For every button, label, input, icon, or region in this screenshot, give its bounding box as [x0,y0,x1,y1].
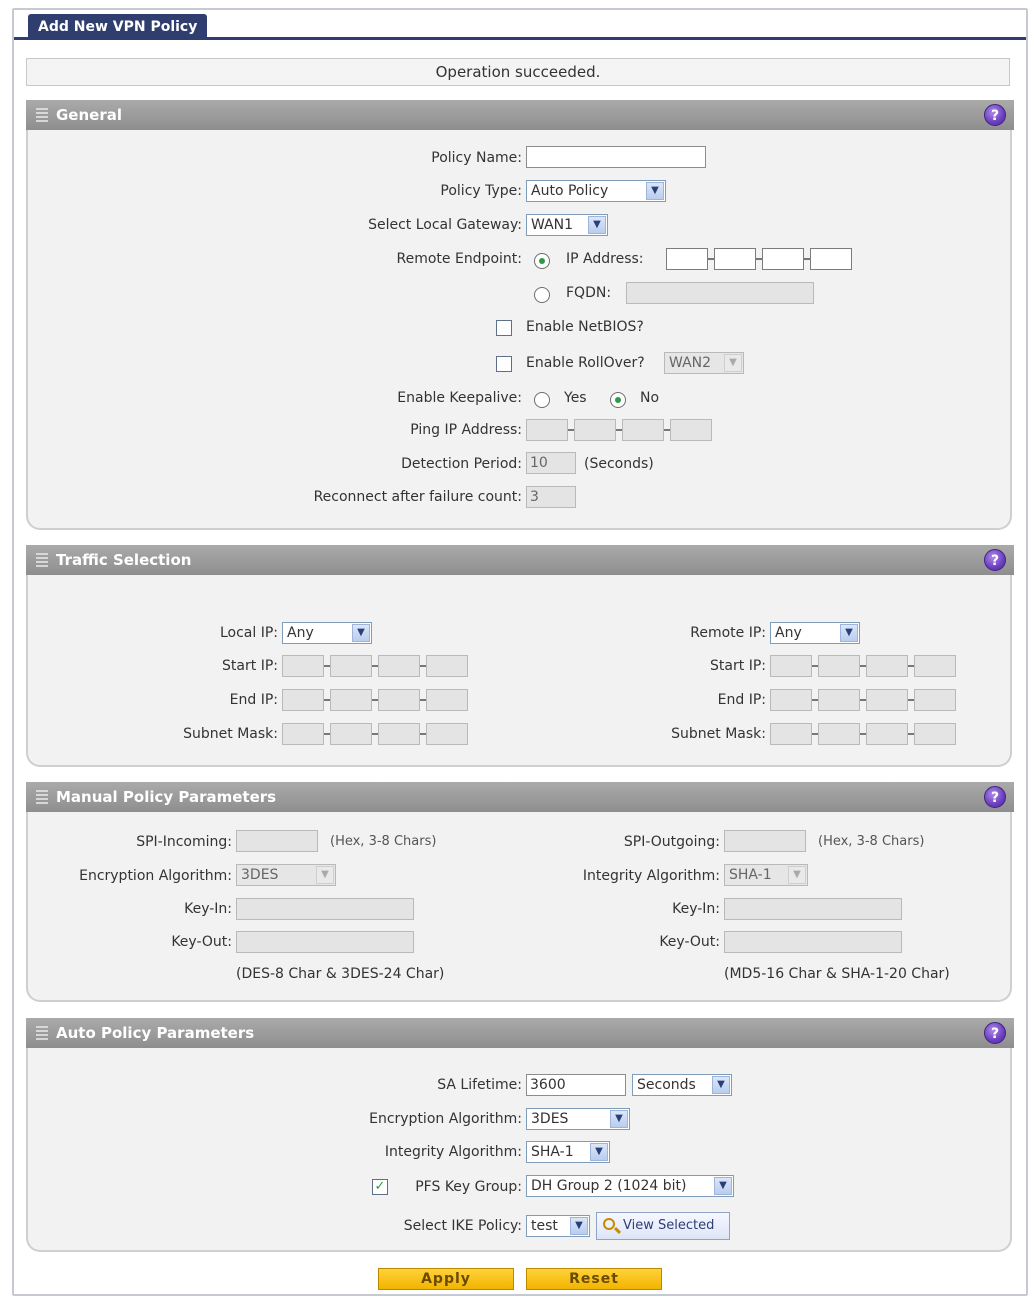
keepalive-label: Enable Keepalive: [397,390,522,406]
auto-encryption-label: Encryption Algorithm: [369,1111,522,1127]
remote-ip-label: Remote IP: [690,625,766,641]
remote-end-ip-label: End IP: [717,692,766,708]
chevron-down-icon: ▼ [352,624,370,642]
remote-subnet-mask-input[interactable] [770,723,960,745]
policy-type-value: Auto Policy [531,183,609,199]
auto-integrity-label: Integrity Algorithm: [384,1144,522,1160]
apply-button[interactable]: Apply [378,1268,514,1290]
policy-name-label: Policy Name: [431,150,522,166]
spi-incoming-label: SPI-Incoming: [136,834,232,850]
local-gateway-select[interactable] [526,214,608,236]
encryption-key-hint: (DES-8 Char & 3DES-24 Char) [236,966,445,982]
ike-policy-select[interactable] [526,1215,590,1237]
section-title: Auto Policy Parameters [56,1024,255,1042]
magnifier-icon [603,1218,615,1230]
section-traffic-selection [26,545,1012,767]
tab-bar [14,10,1026,40]
grip-icon [36,1026,48,1040]
section-header-manual [26,782,1014,812]
remote-start-ip-label: Start IP: [710,658,766,674]
local-ip-value: Any [287,625,314,641]
chevron-down-icon: ▼ [590,1143,608,1161]
section-header-traffic [26,545,1014,575]
manual-encryption-key-in-input[interactable] [236,898,414,920]
manual-integrity-key-in-label: Key-In: [672,901,720,917]
view-selected-button[interactable] [596,1212,730,1240]
section-title: General [56,106,122,124]
remote-subnet-mask-label: Subnet Mask: [671,726,766,742]
auto-encryption-select[interactable] [526,1108,630,1130]
keepalive-no-label: No [640,390,660,406]
local-start-ip-input[interactable] [282,655,472,677]
help-icon[interactable]: ? [984,1022,1006,1044]
remote-endpoint-label: Remote Endpoint: [396,251,522,267]
fqdn-input[interactable] [626,282,814,304]
remote-ip-select[interactable] [770,622,860,644]
help-icon[interactable]: ? [984,549,1006,571]
reconnect-count-input[interactable]: 3 [526,486,576,508]
grip-icon [36,553,48,567]
chevron-down-icon: ▼ [316,866,334,884]
enable-netbios-checkbox[interactable] [496,320,512,336]
grip-icon [36,108,48,122]
spi-incoming-hint: (Hex, 3-8 Chars) [330,834,437,849]
sa-lifetime-unit-value: Seconds [637,1077,696,1093]
chevron-down-icon: ▼ [712,1076,730,1094]
chevron-down-icon: ▼ [610,1110,628,1128]
local-subnet-mask-input[interactable] [282,723,472,745]
ping-ip-input[interactable] [526,419,716,441]
chevron-down-icon: ▼ [588,216,606,234]
manual-key-in-label: Key-In: [184,901,232,917]
manual-integrity-key-out-input[interactable] [724,931,902,953]
pfs-key-group-label: PFS Key Group: [415,1179,522,1195]
detection-period-input[interactable]: 10 [526,452,576,474]
chevron-down-icon: ▼ [646,182,664,200]
section-title: Traffic Selection [56,551,192,569]
manual-integrity-key-in-input[interactable] [724,898,902,920]
local-end-ip-input[interactable] [282,689,472,711]
auto-integrity-value: SHA-1 [531,1144,574,1160]
enable-rollover-checkbox[interactable] [496,356,512,372]
vpn-policy-window [12,8,1028,1296]
chevron-down-icon: ▼ [714,1177,732,1195]
manual-encryption-key-out-input[interactable] [236,931,414,953]
remote-ip-address-input[interactable] [666,248,856,270]
ike-policy-value: test [531,1218,558,1234]
enable-rollover-label: Enable RollOver? [526,355,645,371]
keepalive-no-radio[interactable] [610,392,626,408]
ip-address-radio[interactable] [534,253,550,269]
pfs-key-group-select[interactable] [526,1175,734,1197]
manual-integrity-key-out-label: Key-Out: [659,934,720,950]
section-title: Manual Policy Parameters [56,788,277,806]
chevron-down-icon: ▼ [570,1217,588,1235]
policy-type-label: Policy Type: [440,183,522,199]
help-icon[interactable]: ? [984,104,1006,126]
auto-encryption-value: 3DES [531,1111,569,1127]
manual-encryption-label: Encryption Algorithm: [79,868,232,884]
local-end-ip-label: End IP: [229,692,278,708]
manual-key-out-label: Key-Out: [171,934,232,950]
policy-type-select[interactable] [526,180,666,202]
manual-integrity-value: SHA-1 [729,867,772,883]
section-auto-policy [26,1018,1012,1252]
auto-integrity-select[interactable] [526,1141,610,1163]
policy-name-input[interactable] [526,146,706,168]
pfs-key-group-value: DH Group 2 (1024 bit) [531,1178,687,1194]
remote-end-ip-input[interactable] [770,689,960,711]
local-ip-label: Local IP: [219,625,278,641]
section-general [26,100,1012,530]
manual-encryption-select[interactable] [236,864,336,886]
section-manual-policy [26,782,1012,1002]
view-selected-label: View Selected [623,1218,715,1233]
sa-lifetime-input[interactable]: 3600 [526,1074,626,1096]
integrity-key-hint: (MD5-16 Char & SHA-1-20 Char) [724,966,950,982]
remote-start-ip-input[interactable] [770,655,960,677]
rollover-wan-value: WAN2 [669,355,712,371]
detection-period-label: Detection Period: [401,456,522,472]
keepalive-yes-label: Yes [564,390,587,406]
section-header-general [26,100,1014,130]
section-header-auto [26,1018,1014,1048]
remote-ip-value: Any [775,625,802,641]
chevron-down-icon: ▼ [724,354,742,372]
sa-lifetime-unit-select[interactable] [632,1074,732,1096]
fqdn-option-label: FQDN: [566,285,612,301]
enable-netbios-label: Enable NetBIOS? [526,319,644,335]
ike-policy-label: Select IKE Policy: [403,1218,522,1234]
spi-outgoing-hint: (Hex, 3-8 Chars) [818,834,925,849]
local-gateway-label: Select Local Gateway: [368,217,522,233]
local-ip-select[interactable] [282,622,372,644]
reconnect-count-label: Reconnect after failure count: [313,489,522,505]
fqdn-radio[interactable] [534,287,550,303]
tab-add-new-vpn-policy[interactable]: Add New VPN Policy [28,14,207,40]
spi-incoming-input[interactable] [236,830,318,852]
local-start-ip-label: Start IP: [222,658,278,674]
pfs-key-group-checkbox[interactable]: ✓ [372,1179,388,1195]
status-message: Operation succeeded. [26,58,1010,86]
manual-encryption-value: 3DES [241,867,279,883]
chevron-down-icon: ▼ [788,866,806,884]
grip-icon [36,790,48,804]
spi-outgoing-input[interactable] [724,830,806,852]
reset-button[interactable]: Reset [526,1268,662,1290]
detection-period-unit: (Seconds) [584,456,654,472]
local-gateway-value: WAN1 [531,217,574,233]
sa-lifetime-label: SA Lifetime: [437,1077,522,1093]
ip-address-option-label: IP Address: [566,251,644,267]
keepalive-yes-radio[interactable] [534,392,550,408]
spi-outgoing-label: SPI-Outgoing: [623,834,720,850]
ping-ip-label: Ping IP Address: [410,422,522,438]
manual-integrity-select[interactable] [724,864,808,886]
rollover-wan-select[interactable] [664,352,744,374]
local-subnet-mask-label: Subnet Mask: [183,726,278,742]
manual-integrity-label: Integrity Algorithm: [582,868,720,884]
help-icon[interactable]: ? [984,786,1006,808]
chevron-down-icon: ▼ [840,624,858,642]
